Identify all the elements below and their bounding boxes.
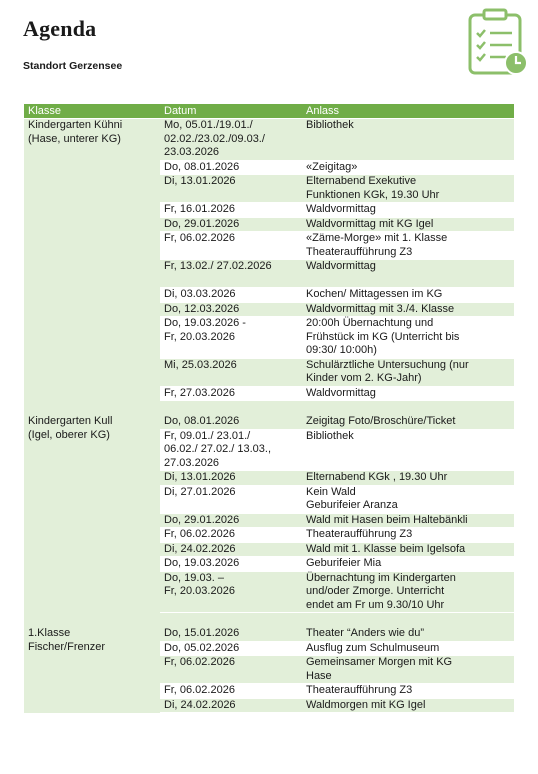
date-line: 23.03.2026 xyxy=(164,146,220,158)
event-line: Waldmorgen mit KG Igel xyxy=(306,698,426,711)
event-line: Gemeinsamer Morgen mit KG xyxy=(306,656,453,668)
date-line: 02.02./23.02./09.03./ xyxy=(164,132,265,145)
date-cell xyxy=(160,627,302,641)
event-cell xyxy=(302,627,514,641)
event-cell xyxy=(302,543,514,557)
group-separator xyxy=(24,401,514,415)
date-line: Do, 29.01.2026 xyxy=(164,217,240,230)
class-group xyxy=(24,415,514,613)
date-cell xyxy=(160,303,302,317)
table-row xyxy=(160,684,514,699)
date-line: Do, 05.02.2026 xyxy=(164,641,240,654)
event-line: Übernachtung im Kindergarten xyxy=(306,571,456,584)
table-row xyxy=(160,486,514,514)
class-name-cell xyxy=(24,627,160,713)
class-name-line: Kindergarten Kull xyxy=(28,415,113,427)
date-line: Fr, 13.02./ 27.02.2026 xyxy=(164,260,272,272)
event-line: endet am Fr um 9.30/10 Uhr xyxy=(306,598,445,611)
event-line: Waldvormittag xyxy=(306,203,376,215)
date-line: Fr, 06.02.2026 xyxy=(164,656,235,668)
event-line: Waldvormittag mit 3./4. Klasse xyxy=(306,302,455,315)
event-line: Waldvormittag mit KG Igel xyxy=(306,217,434,230)
date-line: Do, 19.03. – xyxy=(164,571,224,584)
event-line: Funktionen KGk, 19.30 Uhr xyxy=(306,188,440,201)
date-line: Di, 13.01.2026 xyxy=(164,175,236,187)
event-cell xyxy=(302,119,514,160)
class-name-line: (Igel, oberer KG) xyxy=(28,428,110,441)
date-line: Do, 08.01.2026 xyxy=(164,160,240,173)
date-cell xyxy=(160,430,302,471)
table-body xyxy=(24,119,514,713)
event-line: Theateraufführung Z3 xyxy=(306,245,413,258)
date-cell xyxy=(160,514,302,528)
class-name-line: Kindergarten Kühni xyxy=(28,119,123,131)
date-cell xyxy=(160,699,302,713)
group-separator xyxy=(24,613,514,627)
table-row xyxy=(160,557,514,572)
event-line: «Zäme-Morge» mit 1. Klasse xyxy=(306,232,448,244)
date-line: Mo, 05.01./19.01./ xyxy=(164,119,253,131)
table-row xyxy=(160,260,514,288)
class-name-line: Fischer/Frenzer xyxy=(28,640,106,653)
event-line: Zeigitag Foto/Broschüre/Ticket xyxy=(306,415,456,427)
table-row xyxy=(160,642,514,657)
table-row xyxy=(160,514,514,529)
date-line: 27.03.2026 xyxy=(164,456,220,469)
event-line: Schulärztliche Untersuchung (nur xyxy=(306,358,469,371)
date-line: Do, 08.01.2026 xyxy=(164,415,240,427)
event-line: Geburifeier Mia xyxy=(306,557,382,569)
table-row xyxy=(160,699,514,714)
event-cell xyxy=(302,656,514,683)
event-line: Elternabend Exekutive xyxy=(306,175,417,187)
date-line: Di, 13.01.2026 xyxy=(164,471,236,483)
date-line: Do, 12.03.2026 xyxy=(164,302,240,315)
event-line: Waldvormittag xyxy=(306,260,376,272)
event-cell xyxy=(302,514,514,528)
class-group xyxy=(24,627,514,713)
date-cell xyxy=(160,359,302,386)
date-line: Do, 19.03.2026 - xyxy=(164,317,246,329)
event-cell xyxy=(302,486,514,513)
date-cell xyxy=(160,543,302,557)
column-header-anlass: Anlass xyxy=(306,105,340,117)
date-cell xyxy=(160,471,302,485)
event-line: «Zeigitag» xyxy=(306,160,358,173)
date-cell xyxy=(160,415,302,429)
event-line: Ausflug zum Schulmuseum xyxy=(306,641,440,654)
date-cell xyxy=(160,557,302,571)
table-row xyxy=(160,359,514,387)
event-line: Kochen/ Mittagessen im KG xyxy=(306,288,443,300)
date-line xyxy=(164,274,298,288)
date-line: Do, 15.01.2026 xyxy=(164,627,240,639)
event-cell xyxy=(302,203,514,217)
date-cell xyxy=(160,317,302,358)
event-cell xyxy=(302,317,514,358)
event-line: Kein Wald xyxy=(306,485,356,498)
event-line: Wald mit 1. Klasse beim Igelsofa xyxy=(306,542,466,555)
location-subtitle: Standort Gerzensee xyxy=(23,60,123,72)
table-row xyxy=(160,232,514,260)
event-cell xyxy=(302,232,514,259)
event-cell xyxy=(302,557,514,571)
class-name-cell xyxy=(24,415,160,613)
date-line xyxy=(164,499,298,513)
event-line: Kinder vom 2. KG-Jahr) xyxy=(306,372,422,384)
table-row xyxy=(160,543,514,558)
class-name-cell xyxy=(24,119,160,401)
event-cell xyxy=(302,218,514,232)
date-line: Fr, 09.01./ 23.01./ xyxy=(164,429,251,442)
event-cell xyxy=(302,303,514,317)
event-cell xyxy=(302,359,514,386)
date-line: Di, 03.03.2026 xyxy=(164,288,236,300)
event-line: 20:00h Übernachtung und xyxy=(306,317,434,329)
event-line: und/oder Zmorge. Unterricht xyxy=(306,585,445,597)
date-cell xyxy=(160,175,302,202)
date-line: Fr, 27.03.2026 xyxy=(164,386,235,399)
event-line: Theateraufführung Z3 xyxy=(306,528,413,540)
event-cell xyxy=(302,387,514,401)
date-cell xyxy=(160,572,302,613)
table-row xyxy=(160,471,514,486)
table-row xyxy=(160,430,514,472)
table-row xyxy=(160,656,514,684)
table-row xyxy=(160,175,514,203)
event-cell xyxy=(302,415,514,429)
date-cell xyxy=(160,684,302,698)
event-line: Elternabend KGk , 19.30 Uhr xyxy=(306,471,448,483)
date-cell xyxy=(160,288,302,302)
date-cell xyxy=(160,161,302,175)
date-line xyxy=(164,344,298,358)
event-cell xyxy=(302,684,514,698)
event-line: Wald mit Hasen beim Haltebänkli xyxy=(306,513,468,526)
date-cell xyxy=(160,642,302,656)
page-title: Agenda xyxy=(23,16,97,41)
event-line: Waldvormittag xyxy=(306,386,376,399)
event-line: Theater “Anders wie du” xyxy=(306,627,424,639)
date-line: Fr, 06.02.2026 xyxy=(164,684,235,696)
event-cell xyxy=(302,288,514,302)
date-line: Fr, 20.03.2026 xyxy=(164,330,235,343)
date-line xyxy=(164,372,298,386)
table-row xyxy=(160,415,514,430)
date-cell xyxy=(160,119,302,160)
event-cell xyxy=(302,572,514,613)
date-line: Do, 19.03.2026 xyxy=(164,557,240,569)
class-name-line: 1.Klasse xyxy=(28,627,71,639)
event-cell xyxy=(302,642,514,656)
event-line: Frühstück im KG (Unterricht bis xyxy=(306,330,460,343)
date-cell xyxy=(160,387,302,401)
table-row xyxy=(160,387,514,402)
table-row xyxy=(160,572,514,614)
table-row xyxy=(160,627,514,642)
date-cell xyxy=(160,528,302,542)
date-cell xyxy=(160,203,302,217)
table-row xyxy=(160,203,514,218)
date-line xyxy=(164,670,298,684)
event-cell xyxy=(302,161,514,175)
event-cell xyxy=(302,699,514,713)
date-line: Fr, 20.03.2026 xyxy=(164,585,235,597)
date-cell xyxy=(160,232,302,259)
date-line: Fr, 06.02.2026 xyxy=(164,232,235,244)
date-line: Di, 24.02.2026 xyxy=(164,542,236,555)
table-row xyxy=(160,288,514,303)
event-cell xyxy=(302,430,514,471)
event-line: Bibliothek xyxy=(306,429,354,442)
event-cell xyxy=(302,528,514,542)
column-header-datum: Datum xyxy=(164,105,197,117)
event-line: 09:30/ 10:00h) xyxy=(306,344,377,356)
table-row xyxy=(160,317,514,359)
date-line: Fr, 16.01.2026 xyxy=(164,203,235,215)
event-line: Bibliothek xyxy=(306,119,354,131)
class-name-line: (Hase, unterer KG) xyxy=(28,132,121,145)
table-row xyxy=(160,303,514,318)
table-row xyxy=(160,528,514,543)
agenda-table xyxy=(24,104,514,713)
table-row xyxy=(160,161,514,176)
class-group xyxy=(24,119,514,401)
event-cell xyxy=(302,175,514,202)
date-line: Di, 27.01.2026 xyxy=(164,485,236,498)
date-cell xyxy=(160,486,302,513)
event-line: Theateraufführung Z3 xyxy=(306,684,413,696)
table-row xyxy=(160,218,514,233)
date-line xyxy=(164,599,298,613)
date-line: Do, 29.01.2026 xyxy=(164,513,240,526)
date-line: Mi, 25.03.2026 xyxy=(164,358,237,371)
event-line xyxy=(306,274,510,288)
event-cell xyxy=(302,260,514,287)
date-line: Di, 24.02.2026 xyxy=(164,698,236,711)
date-line: 06.02./ 27.02./ 13.03., xyxy=(164,443,272,455)
checklist-clock-icon xyxy=(466,7,532,77)
date-line: Fr, 06.02.2026 xyxy=(164,528,235,540)
date-cell xyxy=(160,656,302,683)
date-cell xyxy=(160,218,302,232)
table-row xyxy=(160,119,514,161)
date-cell xyxy=(160,260,302,287)
event-line: Hase xyxy=(306,669,332,682)
event-line: Geburifeier Aranza xyxy=(306,499,398,511)
column-header-klasse: Klasse xyxy=(28,105,62,117)
table-header xyxy=(24,104,514,119)
event-cell xyxy=(302,471,514,485)
